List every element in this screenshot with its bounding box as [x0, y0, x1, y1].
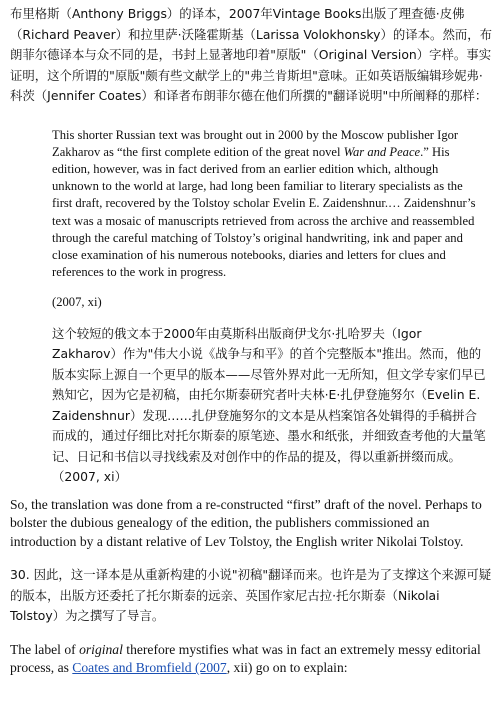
final-text-2: therefore mystifies what was in fact an extremely messy editorial process, as: [10, 641, 481, 676]
final-italic-original: original: [79, 641, 123, 657]
block-quote: [10, 127, 492, 488]
quote-paragraph-en: [52, 127, 486, 282]
translation-paragraph-zh: 30. 因此，这一译本是从重新构建的小说"初稿"翻译而来。也许是为了支撑这个来源可疑的版本，出版方还委托了托尔斯泰的远亲、英国作家尼古拉·托尔斯泰（Nikolai Tolstoy）为之撰写了导言。: [10, 567, 492, 624]
document-page: [10, 4, 492, 678]
quote-text-1: This shorter Russian text was brought out in 2000 by the Moscow publisher Igor Zakharov as “the first complete edition of the great novel: [52, 127, 459, 159]
final-text-3: , xii) go on to explain:: [226, 660, 348, 676]
translation-paragraph-en: So, the translation was done from a re-constructed “first” draft of the novel. Perhaps to bolster the dubious genealogy of the edition, the publishers commissioned an introduction by a distant relative of Lev Tolstoy, the English writer Nikolai Tolstoy.: [10, 496, 482, 549]
citation-link[interactable]: Coates and Bromfield (2007: [72, 660, 227, 676]
quote-italic-title: War and Peace: [343, 144, 421, 159]
intro-paragraph-zh: 布里格斯（Anthony Briggs）的译本，2007年Vintage Books出版了理查德·皮佛（Richard Peaver）和拉里萨·沃隆霍斯基（Larissa Volokhonsky）的译本。然而，布朗菲尔德译本与众不同的是，书封上显著地印着"原版"（Original Version）字样。事实证明，这个所谓的"原版"颇有些文献学上的"弗兰肯斯坦"意味。正如英语版编辑珍妮弗·科茨（Jennifer Coates）和译者布朗菲尔德在他们所撰的"翻译说明"中所阐释的那样：: [10, 6, 493, 103]
quote-paragraph-zh: 这个较短的俄文本于2000年由莫斯科出版商伊戈尔·扎哈罗夫（Igor Zakharov）作为"伟大小说《战争与和平》的首个完整版本"推出。然而，他的版本实际上源自一个更早的版本——尽管外界对此一无所知，但文学专家们早已熟知它，因为它是初稿，由托尔斯泰研究者叶夫林·E·扎伊登施努尔（Evelin E. Zaidenshnur）发现……扎伊登施努尔的文本是从档案馆各处辑得的手稿拼合而成的，通过仔细比对托尔斯泰的原笔迹、墨水和纸张，并细致查考他的大量笔记、日记和书信以寻找线索及对创作中的作品的提及，得以重新拼缀而成。（2007, xi）: [52, 325, 486, 485]
final-paragraph-en: [10, 641, 492, 678]
quote-text-2: .” His edition, however, was in fact derived from an earlier edition which, although unknown to the world at large, had long been familiar to literary specialists as the first draft, recovered by the Tolstoy scholar Evelin E. Zaidenshnur.… Zaidenshnur’s text was a mosaic of manuscripts retrieved from across the archive and reassembled through the careful matching of Tolstoy’s original handwriting, ink and paper and close examination of his numerous notebooks, diaries and letters for clues and references to the work in progress.: [52, 144, 476, 280]
quote-citation: (2007, xi): [52, 295, 102, 310]
final-text-1: The label of: [10, 641, 80, 657]
